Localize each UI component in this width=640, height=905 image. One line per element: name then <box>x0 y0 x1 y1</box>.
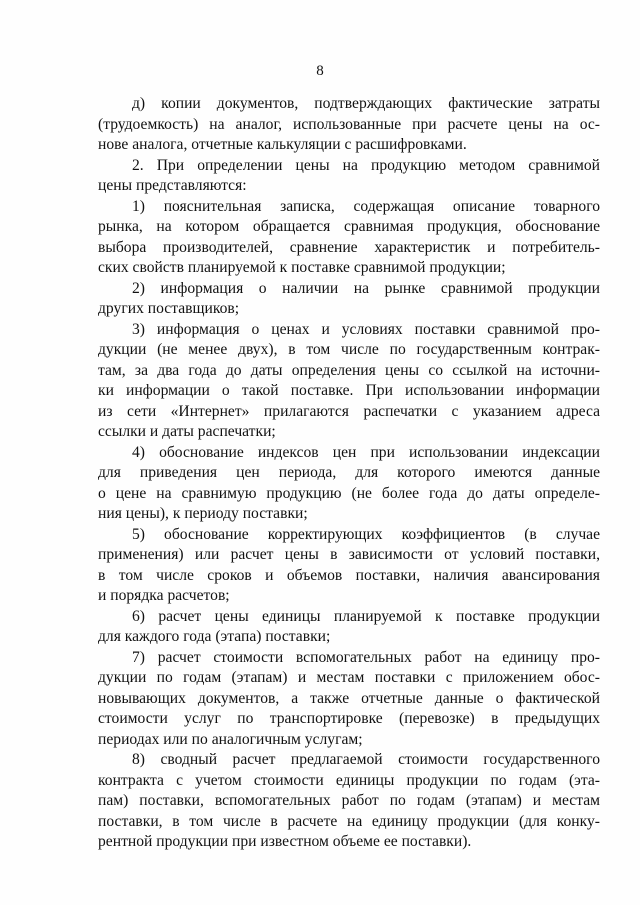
text-line: дукции по годам (этапам) и местам поставки с приложением обос- <box>98 669 600 686</box>
text-line: там, за два года до даты определения цены со ссылкой на источни- <box>98 361 600 379</box>
text-line: ссылки и даты распечатки; <box>98 423 276 440</box>
text-line: 7) расчет стоимости вспомогательных работ на единицу про- <box>132 648 600 666</box>
text-line: других поставщиков; <box>98 300 240 317</box>
text-line: 2. При определении цены на продукцию методом сравнимой <box>132 156 600 174</box>
text-line: (трудоемкость) на аналог, использованные при расчете цены на ос- <box>98 115 600 133</box>
text-line: нове аналога, отчетные калькуляции с расшифровками. <box>98 136 467 153</box>
text-line: 5) обоснование корректирующих коэффициентов (в случае <box>132 525 600 543</box>
text-line: периодах или по аналогичным услугам; <box>98 730 363 748</box>
text-line: рентной продукции при известном объеме ее поставки). <box>98 833 472 850</box>
text-line: для каждого года (этапа) поставки; <box>98 628 331 645</box>
text-line: в том числе сроков и объемов поставки, наличия авансирования <box>98 566 600 584</box>
page-number: 8 <box>316 63 324 79</box>
text-line: из сети «Интернет» прилагаются распечатки с указанием адреса <box>98 402 600 420</box>
text-line: рынка, на котором обращается сравнимая продукция, обоснование <box>98 218 600 235</box>
text-line: 4) обоснование индексов цен при использовании индексации <box>132 443 600 461</box>
text-line: 6) расчет цены единицы планируемой к поставке продукции <box>132 607 600 625</box>
text-line: цены представляются: <box>98 177 247 194</box>
text-line: и порядка расчетов; <box>98 587 230 604</box>
text-line: о цене на сравнимую продукцию (не более года до даты определе- <box>98 484 600 502</box>
text-line: пам) поставки, вспомогательных работ по годам (этапам) и местам <box>98 792 600 809</box>
text-line: новывающих документов, а также отчетные данные о фактической <box>98 689 600 707</box>
text-line: ских свойств планируемой к поставке сравнимой продукции; <box>98 259 506 276</box>
text-line: 3) информация о ценах и условиях поставки сравнимой про- <box>132 320 600 338</box>
text-line: контракта с учетом стоимости единицы продукции по годам (эта- <box>98 771 600 789</box>
text-line: стоимости услуг по транспортировке (перевозке) в предыдущих <box>98 710 600 727</box>
text-line: 8) сводный расчет предлагаемой стоимости государственного <box>132 751 600 768</box>
text-line: ния цены), к периоду поставки; <box>98 505 308 522</box>
text-line: поставки, в том числе в расчете на единицу продукции (для конку- <box>98 812 600 830</box>
text-line: дукции (не менее двух), в том числе по государственным контрак- <box>98 341 600 358</box>
text-line: применения) или расчет цены в зависимости от условий поставки, <box>98 546 600 563</box>
text-line: ки информации о такой поставке. При использовании информации <box>98 382 600 399</box>
text-line: д) копии документов, подтверждающих фактические затраты <box>132 95 600 112</box>
text-line: выбора производителей, сравнение характеристик и потребитель- <box>98 238 600 256</box>
text-line: 2) информация о наличии на рынке сравнимой продукции <box>132 279 600 297</box>
text-line: 1) пояснительная записка, содержащая описание товарного <box>132 197 600 215</box>
text-line: для приведения цен периода, для которого имеются данные <box>98 464 600 481</box>
